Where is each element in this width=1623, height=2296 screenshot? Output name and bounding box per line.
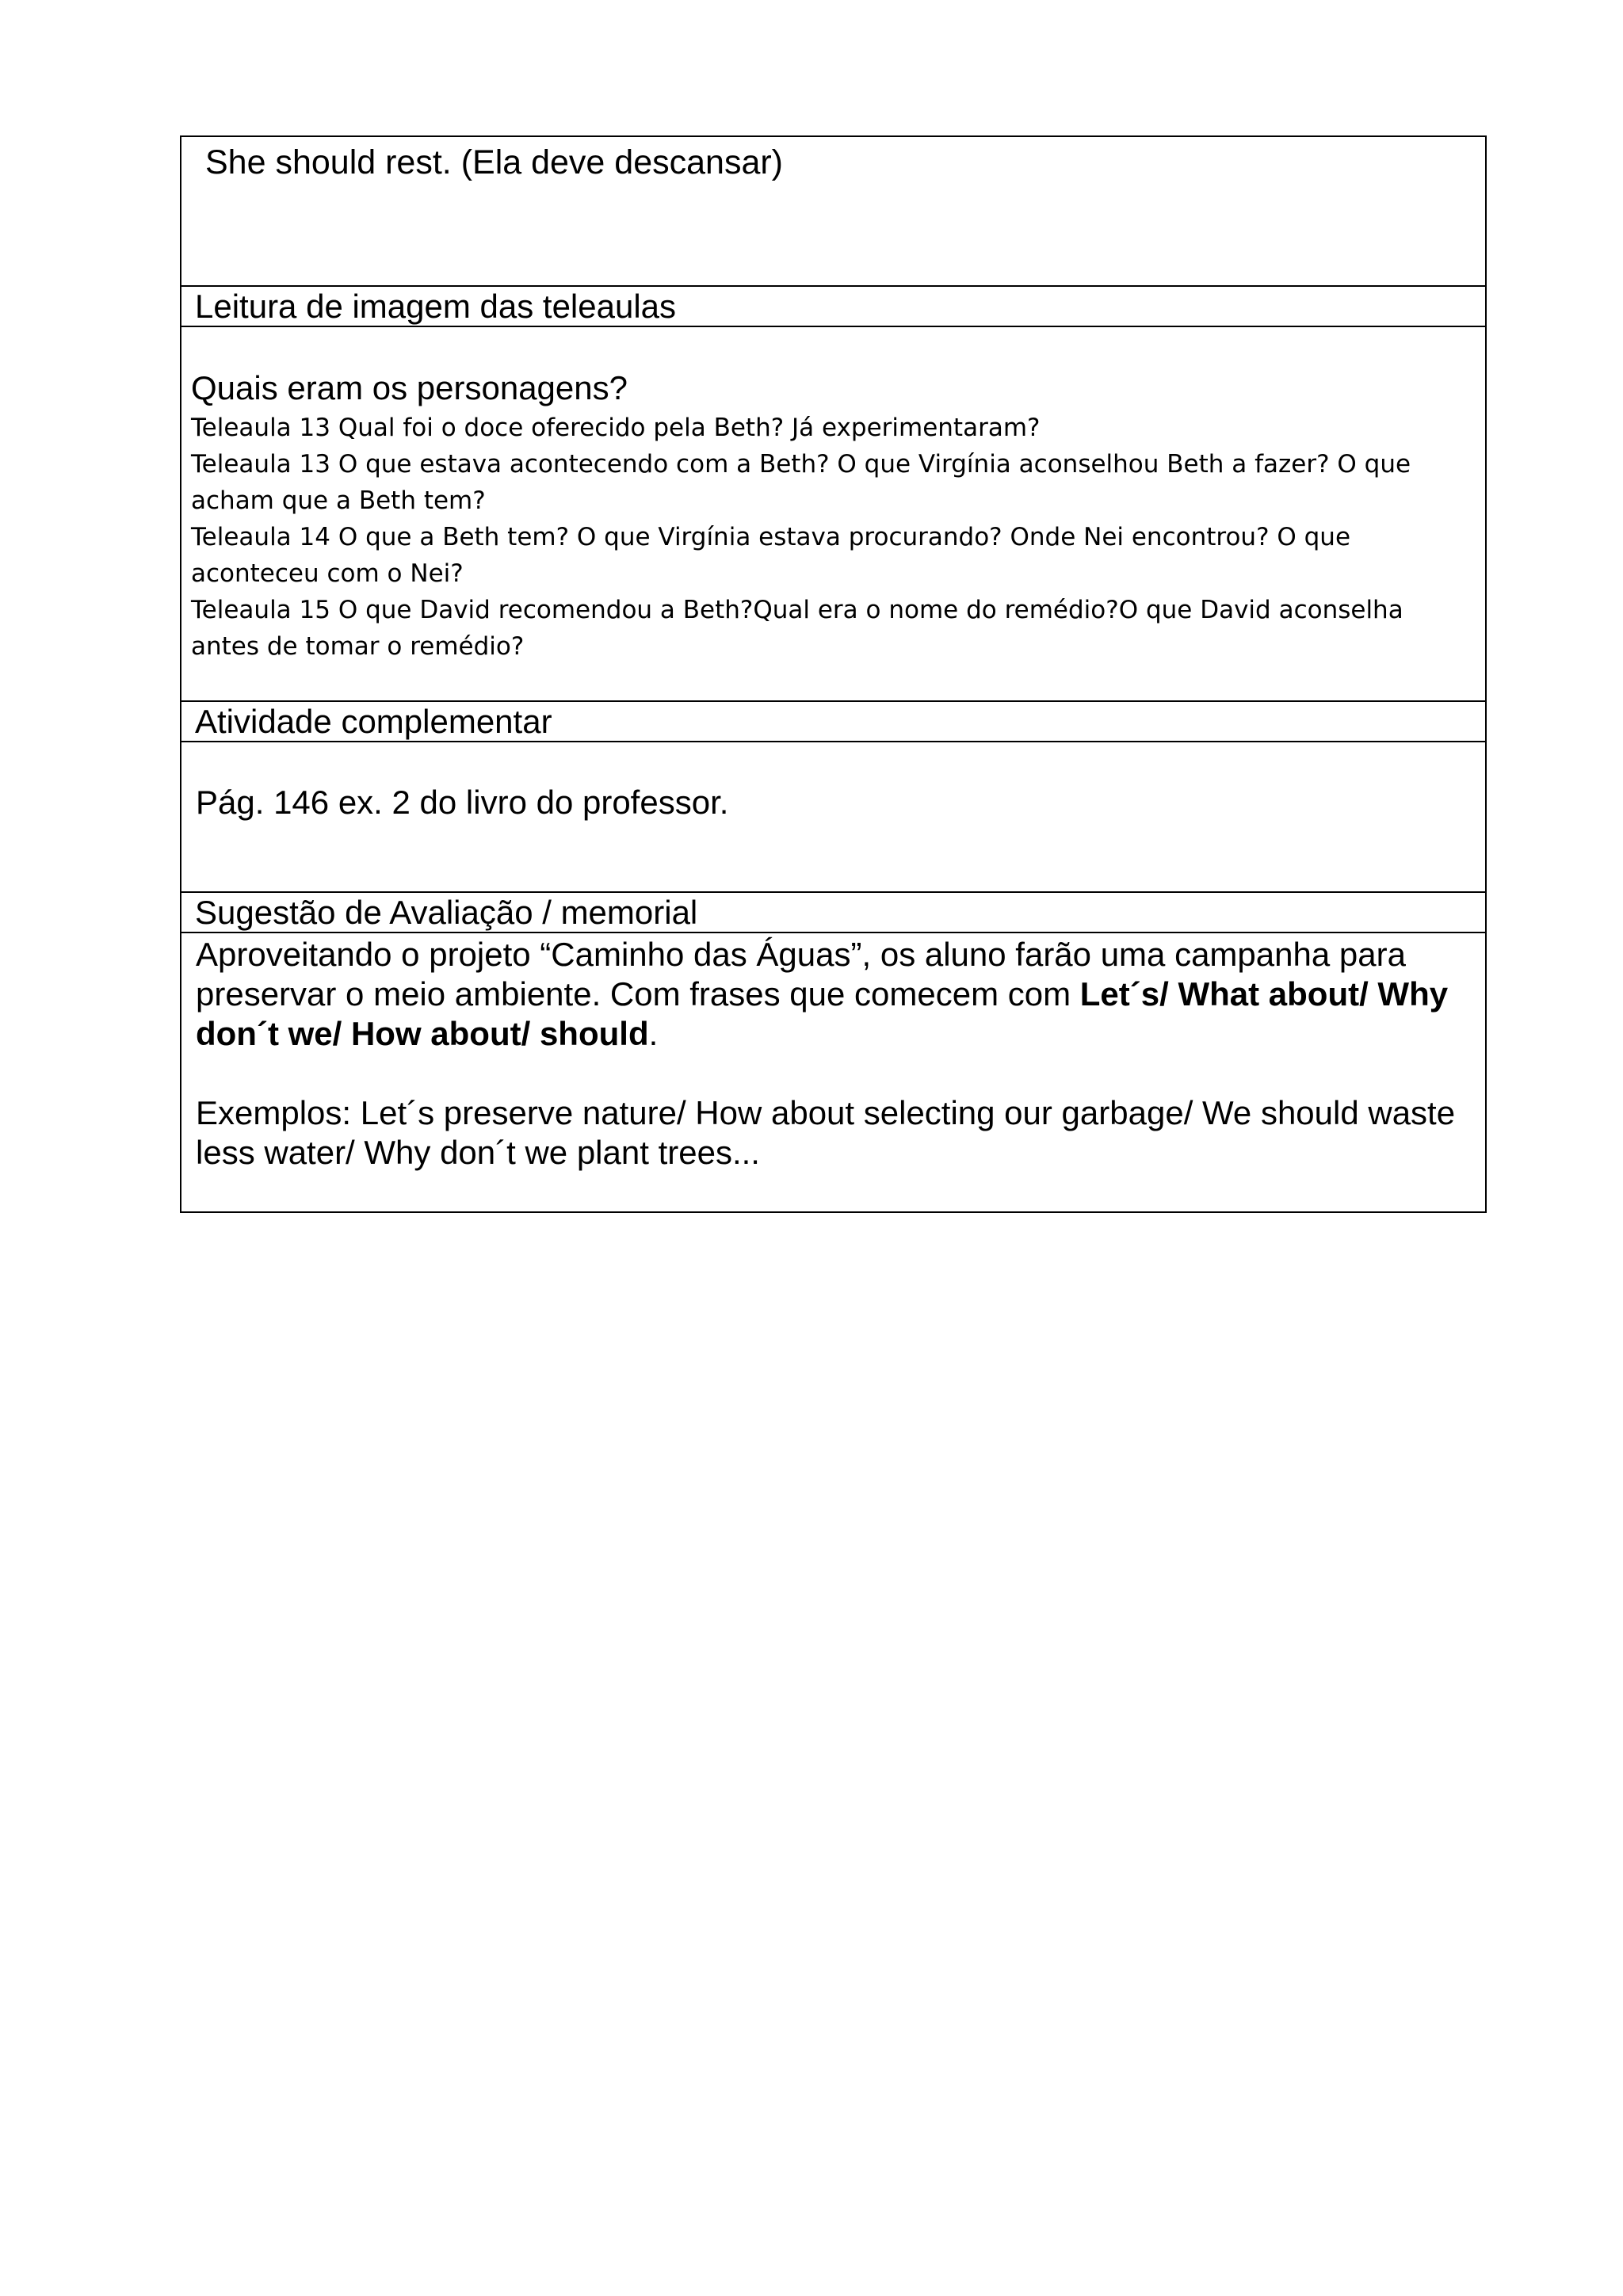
teleaula-question-item: Teleaula 13 O que estava acontecendo com a Beth? O que Virgínia aconselhou Beth a fazer? O que acham que a Beth tem? xyxy=(191,450,1411,515)
evaluation-paragraph xyxy=(196,935,1476,1054)
evaluation-header: Sugestão de Avaliação / memorial xyxy=(195,894,698,931)
complementary-activity-content-row xyxy=(181,742,1485,893)
answer-row xyxy=(181,137,1485,287)
evaluation-examples: Exemplos: Let´s preserve nature/ How about selecting our garbage/ We should waste less water/ Why don´t we plant trees... xyxy=(196,1094,1456,1171)
complementary-activity-header: Atividade complementar xyxy=(195,703,552,740)
evaluation-body xyxy=(196,935,1476,1173)
evaluation-paragraph-end: . xyxy=(648,1015,659,1052)
evaluation-intro-text: Aproveitando o projeto “Caminho das Águas”, os aluno farão uma campanha para preservar o meio ambiente. Com frases que comecem com xyxy=(196,936,1406,1013)
evaluation-content-row xyxy=(181,933,1485,1211)
answer-text: She should rest. (Ela deve descansar) xyxy=(205,143,784,181)
characters-question: Quais eram os personagens? xyxy=(191,369,628,406)
complementary-activity-text: Pág. 146 ex. 2 do livro do professor. xyxy=(196,784,729,821)
image-reading-content-row xyxy=(181,327,1485,702)
teleaula-question-item: Teleaula 13 Qual foi o doce oferecido pela Beth? Já experimentaram? xyxy=(191,414,1041,442)
evaluation-key-phrases: Let´s/ What about/ Why don´t we/ How about/ should xyxy=(196,975,1449,1052)
teleaula-question-item: Teleaula 15 O que David recomendou a Beth?Qual era o nome do remédio?O que David aconselha antes de tomar o remédio? xyxy=(191,596,1403,661)
evaluation-header-row xyxy=(181,893,1485,933)
image-reading-header: Leitura de imagem das teleaulas xyxy=(195,288,677,325)
complementary-activity-header-row xyxy=(181,702,1485,742)
image-reading-header-row xyxy=(181,287,1485,327)
teleaula-question-item: Teleaula 14 O que a Beth tem? O que Virgínia estava procurando? Onde Nei encontrou? O que aconteceu com o Nei? xyxy=(191,523,1351,588)
teleaula-questions-list xyxy=(191,410,1475,665)
lesson-plan-table xyxy=(180,135,1487,1213)
